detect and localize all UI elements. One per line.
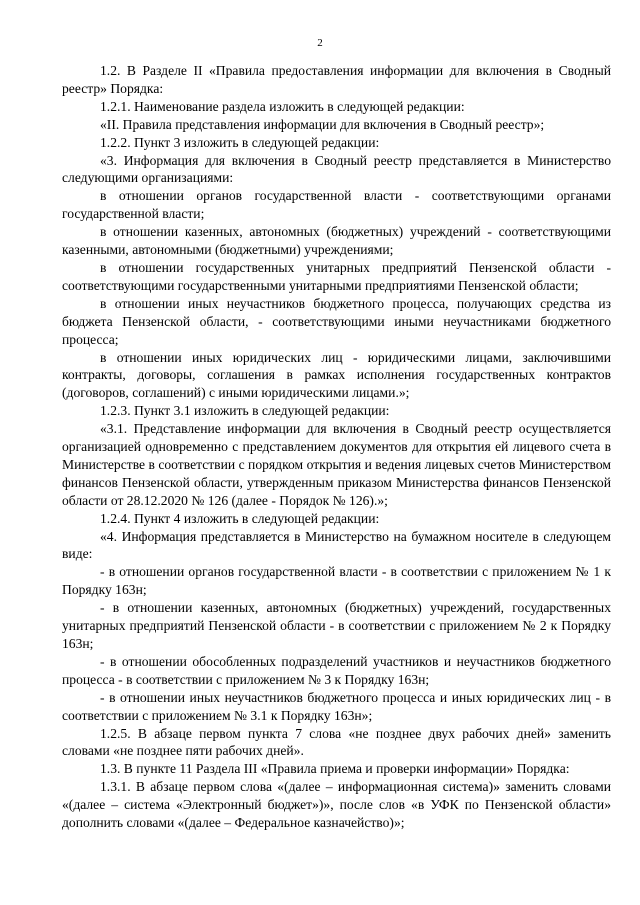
paragraph-1-3: 1.3. В пункте 11 Раздела III «Правила приема и проверки информации» Порядка: <box>100 761 570 777</box>
paragraph-item-3: «3. Информация для включения в Сводный реестр представляется в Министерство следующими организациями: <box>62 152 611 186</box>
paragraph-list-item-3: - в отношении обособленных подразделений участников и неучастников бюджетного процесса - в соответствии с приложением № 3 к Порядку 163н; <box>62 653 611 687</box>
page-number: 2 <box>317 37 323 49</box>
paragraph-section-title: «II. Правила представления информации для включения в Сводный реестр»; <box>100 116 545 132</box>
paragraph-1-2-1: 1.2.1. Наименование раздела изложить в следующей редакции: <box>100 98 465 114</box>
paragraph-government-bodies: в отношении органов государственной власти - соответствующими органами государственной власти; <box>62 188 611 222</box>
paragraph-list-item-1: - в отношении органов государственной власти - в соответствии с приложением № 1 к Порядку 163н; <box>62 564 611 598</box>
paragraph-1-2-4: 1.2.4. Пункт 4 изложить в следующей редакции: <box>100 510 380 526</box>
paragraph-legal-entities: в отношении иных юридических лиц - юридическими лицами, заключившими контракты, договоры, соглашения в рамках исполнения государственных контрактов (договоров, соглашений) с иными юридическими лицами.»; <box>62 349 611 401</box>
paragraph-item-3-1: «3.1. Представление информации для включения в Сводный реестр осуществляется организацией одновременно с представлением документов для открытия ей лицевого счета в Министерстве в соответствии с порядком открытия и ведения лицевых счетов Министерством финансов Пензенской области, утвержденным приказом Министерства финансов Пензенской области от 28.12.2020 № 126 (далее - Порядок № 126).»; <box>62 421 611 508</box>
paragraph-unitary-enterprises: в отношении государственных унитарных предприятий Пензенской области - соответствующими государственными унитарными предприятиями Пензенской области; <box>62 259 611 293</box>
paragraph-institutions: в отношении казенных, автономных (бюджетных) учреждений - соответствующими казенными, автономными (бюджетными) учреждениями; <box>62 224 611 258</box>
paragraph-1-2-5: 1.2.5. В абзаце первом пункта 7 слова «не позднее двух рабочих дней» заменить словами «не позднее пяти рабочих дней». <box>62 725 611 759</box>
paragraph-list-item-4: - в отношении иных неучастников бюджетного процесса и иных юридических лиц - в соответствии с приложением № 3.1 к Порядку 163н»; <box>62 689 611 723</box>
paragraph-item-4: «4. Информация представляется в Министерство на бумажном носителе в следующем виде: <box>62 528 611 562</box>
document-body <box>62 62 611 832</box>
paragraph-list-item-2: - в отношении казенных, автономных (бюджетных) учреждений, государственных унитарных предприятий Пензенской области - в соответствии с приложением № 2 к Порядку 163н; <box>62 600 611 651</box>
paragraph-1-2-3: 1.2.3. Пункт 3.1 изложить в следующей редакции: <box>100 403 390 419</box>
paragraph-1-3-1: 1.3.1. В абзаце первом слова «(далее – информационная система)» заменить словами «(далее – система «Электронный бюджет»)», после слов «в УФК по Пензенской области» дополнить словами «(далее – Федеральное казначейство)»; <box>62 779 611 831</box>
paragraph-1-2: 1.2. В Разделе II «Правила предоставления информации для включения в Сводный реестр» Порядка: <box>62 63 611 96</box>
paragraph-1-2-2: 1.2.2. Пункт 3 изложить в следующей редакции: <box>100 134 380 150</box>
paragraph-non-participants: в отношении иных неучастников бюджетного процесса, получающих средства из бюджета Пензенской области, - соответствующими иными неучастниками бюджетного процесса; <box>62 295 611 347</box>
